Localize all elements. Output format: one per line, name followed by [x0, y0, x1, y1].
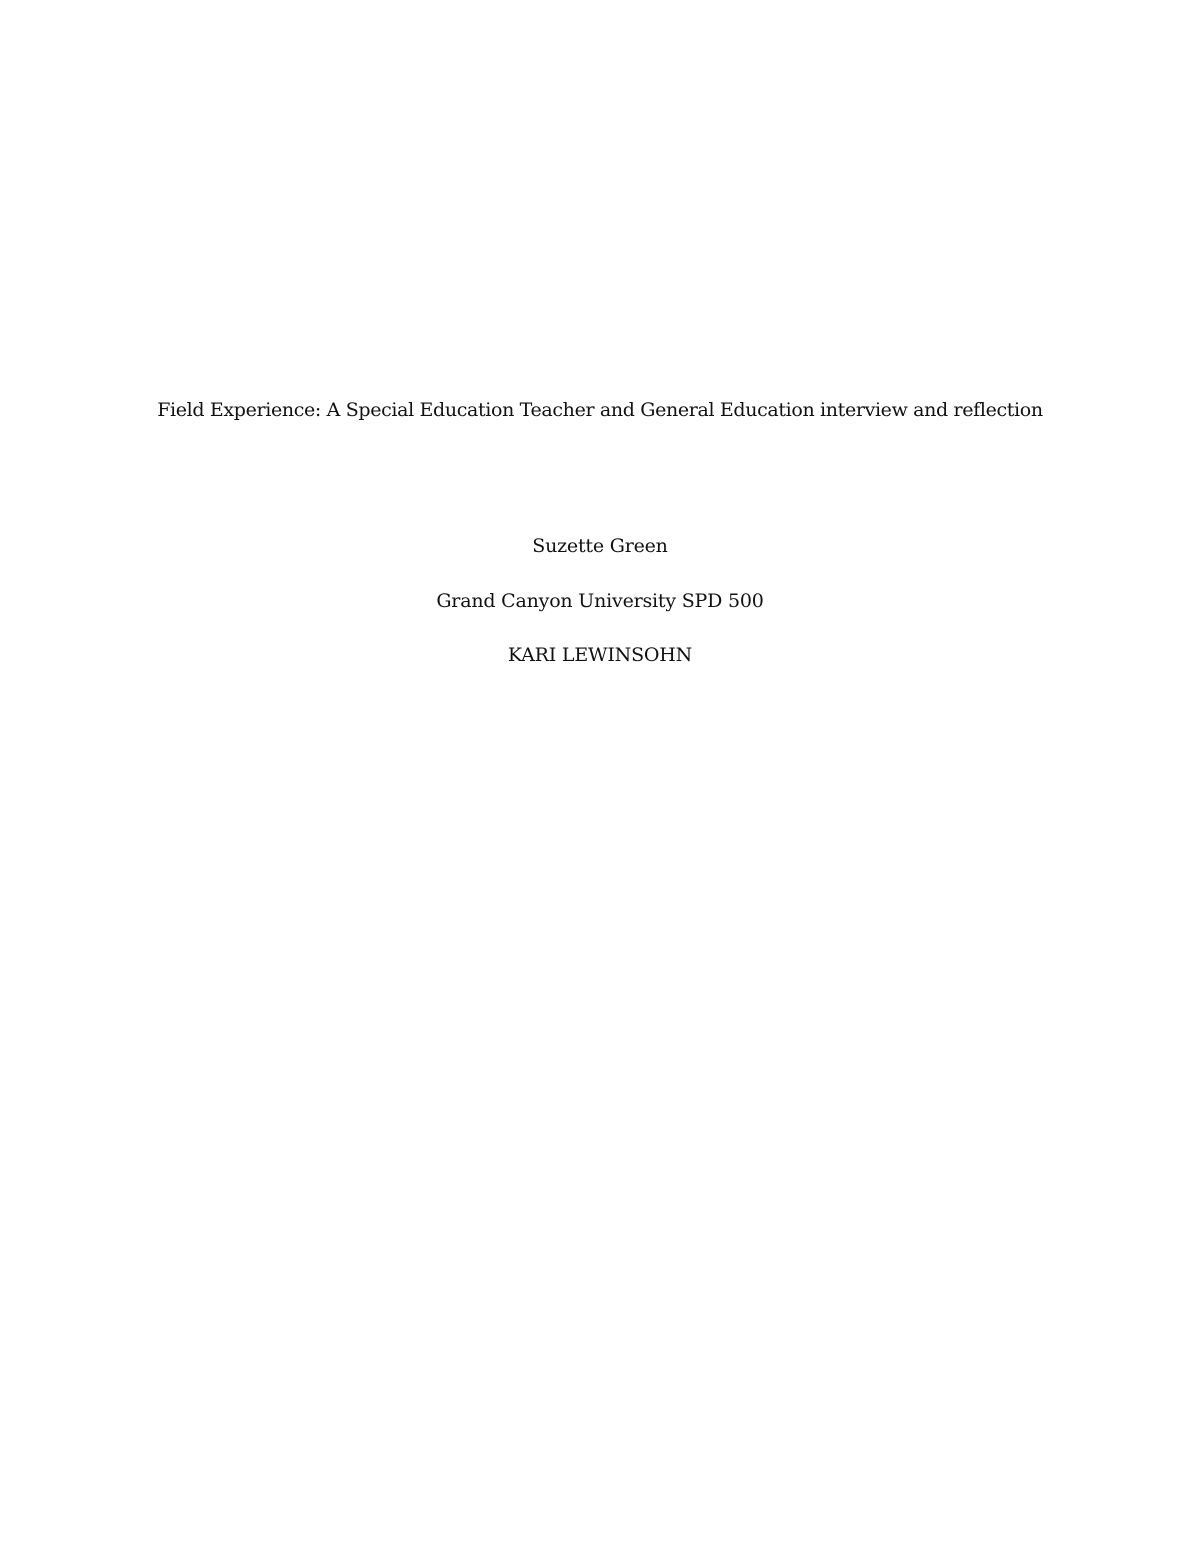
institution-course: Grand Canyon University SPD 500: [436, 590, 764, 612]
author-name: Suzette Green: [532, 535, 668, 557]
document-title: Field Experience: A Special Education Teacher and General Education interview and reflection: [157, 399, 1043, 421]
instructor-name: KARI LEWINSOHN: [507, 644, 693, 666]
